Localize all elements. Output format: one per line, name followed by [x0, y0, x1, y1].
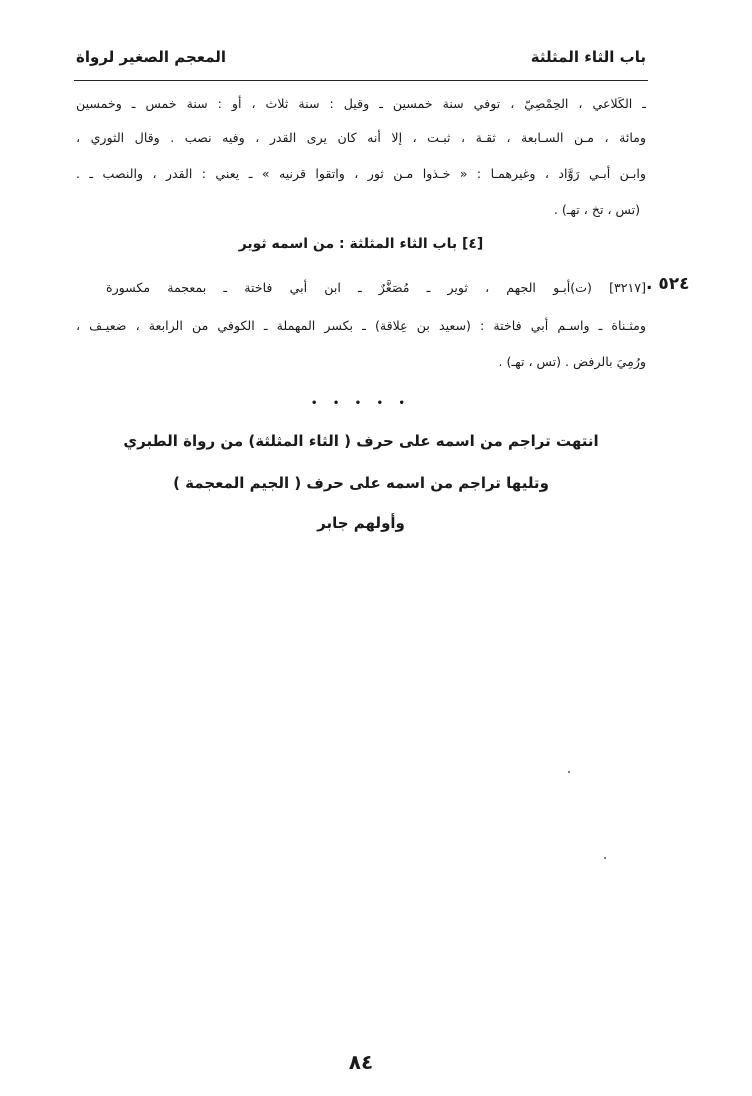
- body-line-3: وابـن أبـي رَوَّاد ، وغيرهمـا : « خـذوا مـن ثور ، واتقوا قرنيه » ـ يعني : القدر ، والنصب ـ .: [76, 166, 646, 181]
- entry-number: ٥٢٤ .: [646, 274, 690, 294]
- book-title: المعجم الصغير لرواة: [76, 48, 227, 66]
- entry-line-1: [٣٢١٧] (ت)أبـو الجهم ، ثوير ـ مُصَغَّرٌ ـ ابن أبي فاختة ـ بمعجمة مكسورة: [106, 280, 646, 295]
- scan-speck: [604, 857, 606, 859]
- chapter-title: باب الثاء المثلثة: [530, 48, 646, 66]
- page-number: ٨٤: [348, 1050, 374, 1074]
- section-heading: [٤] باب الثاء المثلثة : من اسمه ثوير: [238, 236, 484, 252]
- closing-line-3: وأولهم جابر: [317, 514, 405, 532]
- closing-line-2: وتليها تراجم من اسمه على حرف ( الجيم المعجمة ): [173, 474, 549, 492]
- entry-line-2: ومثـناة ـ واسـم أبي فاختة : (سعيد بن عِلاقة) ـ بكسر المهملة ـ الكوفي من الرابعة ، ضعيـف ،: [76, 318, 646, 333]
- header-rule: [74, 80, 648, 81]
- body-line-2: ومائة ، مـن السـابعة ، ثقـة ، ثبـت ، إلا أنه كان يرى القدر ، وفيه نصب . وقال الثوري ،: [76, 130, 646, 145]
- body-line-4: (تس ، تخ ، تهـ) .: [553, 202, 640, 217]
- entry-line-3: ورُمِيَ بالرفض . (تس ، تهـ) .: [498, 354, 646, 369]
- running-header: [76, 44, 646, 78]
- separator-stars: • • • • •: [311, 398, 411, 409]
- scan-speck: [568, 771, 570, 773]
- closing-line-1: انتهت تراجم من اسمه على حرف ( الثاء المثلثة) من رواة الطبري: [123, 432, 599, 450]
- body-line-1: ـ الكَلاعي ، الحِمْصِيّ ، توفي سنة خمسين ـ وقيل : سنة ثلاث ، أو : سنة خمس ـ وخمسين: [76, 96, 646, 111]
